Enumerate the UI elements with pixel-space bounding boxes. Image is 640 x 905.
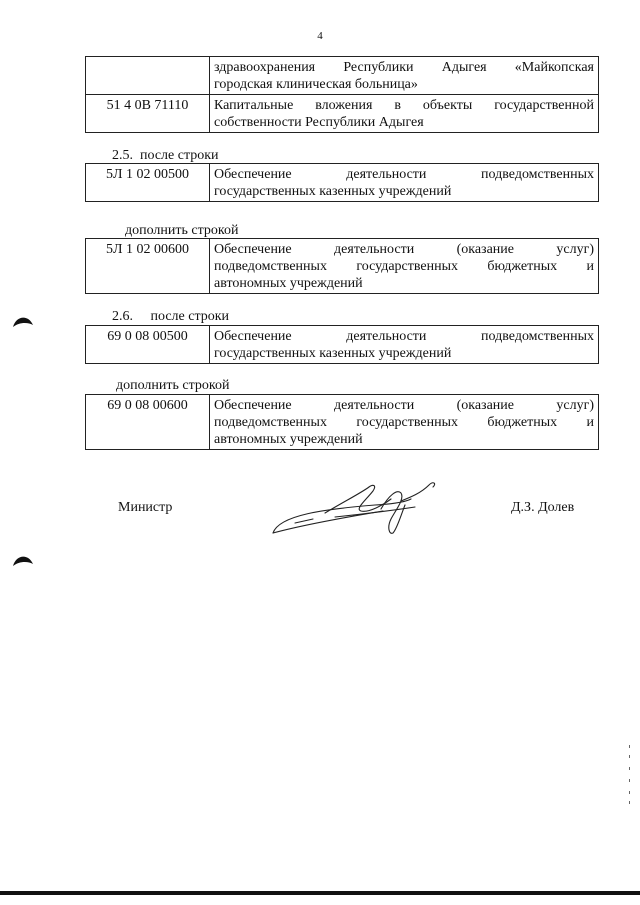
table-row	[86, 395, 599, 450]
description-line: Обеспечение деятельности (оказание услуг)	[214, 242, 594, 257]
code-cell: 5Л 1 02 00500	[86, 164, 210, 202]
signatory-title: Министр	[118, 500, 173, 515]
scan-mark-icon	[12, 314, 34, 328]
code-cell: 69 0 08 00500	[86, 326, 210, 364]
description-line: Капитальные вложения в объекты государственной	[214, 98, 594, 113]
add-row-heading: дополнить строкой	[116, 378, 230, 393]
description-line: собственности Республики Адыгея	[214, 115, 424, 130]
description-line: здравоохранения Республики Адыгея «Майкопская	[214, 60, 594, 75]
section-2-6-heading: 2.6. после строки	[112, 309, 230, 324]
table-row	[86, 95, 599, 133]
signatory-name: Д.З. Долев	[511, 500, 575, 515]
description-cell	[210, 164, 599, 202]
table-row	[86, 326, 599, 364]
handwritten-signature	[265, 475, 445, 540]
table-row	[86, 239, 599, 294]
scan-mark-icon	[12, 553, 34, 567]
section-2-5-heading: 2.5. после строки	[112, 148, 219, 163]
scan-bottom-edge	[0, 891, 640, 895]
table-row	[86, 57, 599, 95]
description-cell	[210, 395, 599, 450]
description-line: автономных учреждений	[214, 432, 363, 447]
description-line: подведомственных государственных бюджетных и	[214, 415, 594, 430]
description-cell	[210, 326, 599, 364]
description-line: Обеспечение деятельности подведомственных	[214, 329, 594, 344]
description-line: Обеспечение деятельности подведомственных	[214, 167, 594, 182]
description-line: государственных казенных учреждений	[214, 184, 452, 199]
description-line: городская клиническая больница»	[214, 77, 418, 92]
description-cell	[210, 239, 599, 294]
budget-table-5	[85, 394, 599, 450]
page-number: 4	[317, 30, 323, 42]
code-cell: 51 4 0В 71110	[86, 95, 210, 133]
description-line: Обеспечение деятельности (оказание услуг)	[214, 398, 594, 413]
add-row-heading: дополнить строкой	[125, 223, 239, 238]
budget-table-2	[85, 163, 599, 202]
budget-table-1	[85, 56, 599, 133]
code-cell: 69 0 08 00600	[86, 395, 210, 450]
description-cell	[210, 57, 599, 95]
budget-table-4	[85, 325, 599, 364]
budget-table-3	[85, 238, 599, 294]
table-row	[86, 164, 599, 202]
description-line: подведомственных государственных бюджетных и	[214, 259, 594, 274]
description-line: автономных учреждений	[214, 276, 363, 291]
scan-dots-icon	[628, 745, 632, 805]
code-cell	[86, 57, 210, 95]
description-cell	[210, 95, 599, 133]
description-line: государственных казенных учреждений	[214, 346, 452, 361]
code-cell: 5Л 1 02 00600	[86, 239, 210, 294]
